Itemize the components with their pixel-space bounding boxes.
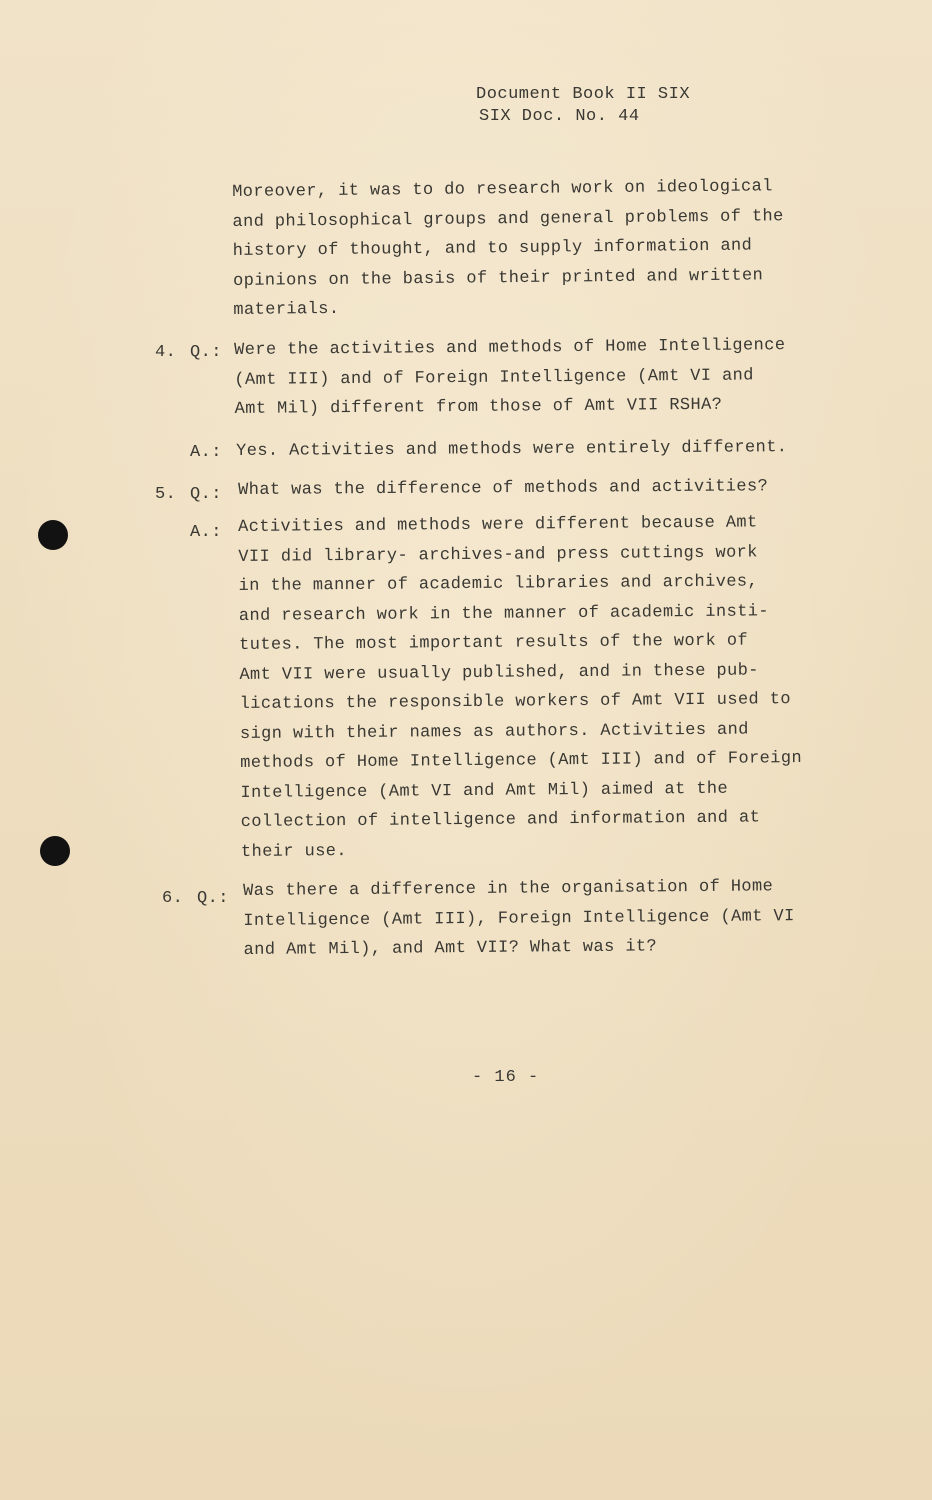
question-label: Q.: <box>197 889 229 908</box>
text-line: opinions on the basis of their printed and written <box>232 265 764 291</box>
intro-paragraph <box>232 172 785 325</box>
question-label: Q.: <box>190 343 222 362</box>
text-line: Were the activities and methods of Home Intelligence <box>234 336 786 360</box>
text-line: Was there a difference in the organisation of Home <box>243 877 774 901</box>
text-line: (Amt III) and of Foreign Intelligence (Amt VI and <box>234 365 754 390</box>
question-6-text <box>243 872 795 965</box>
answer-label: A.: <box>190 523 222 542</box>
question-number: 6. <box>162 889 184 908</box>
text-line: Moreover, it was to do research work on ideological <box>232 177 773 202</box>
text-line: tutes. The most important results of the work of <box>239 631 749 655</box>
text-line: and research work in the manner of academic insti- <box>238 601 770 626</box>
question-4-text <box>234 331 786 424</box>
document-header <box>476 84 690 128</box>
text-line: What was the difference of methods and activities? <box>238 477 769 500</box>
text-line: in the manner of academic libraries and archives, <box>238 572 759 596</box>
page-number: - 16 - <box>472 1068 540 1087</box>
text-line: history of thought, and to supply information and <box>232 236 753 261</box>
text-line: and philosophical groups and general problems of the <box>232 206 784 232</box>
header-book-line: Document Book II SIX <box>476 85 691 104</box>
question-5-text <box>238 472 768 505</box>
text-line: Intelligence (Amt III), Foreign Intelligence (Amt VI <box>243 906 795 931</box>
header-doc-number: SIX Doc. No. 44 <box>479 107 640 126</box>
answer-label: A.: <box>190 443 222 462</box>
question-label: Q.: <box>190 485 222 504</box>
text-line: Amt VII were usually published, and in these pub- <box>239 660 759 685</box>
punch-hole-icon <box>38 520 68 550</box>
text-line: materials. <box>233 299 340 320</box>
text-line: Amt Mil) different from those of Amt VII RSHA? <box>234 395 723 419</box>
answer-5-text <box>238 508 803 867</box>
text-line: Activities and methods were different because Amt <box>238 513 758 537</box>
text-line: collection of intelligence and information and at <box>240 808 761 832</box>
text-line: Intelligence (Amt VI and Amt Mil) aimed at the <box>240 779 729 803</box>
text-line: sign with their names as authors. Activities and <box>239 720 749 744</box>
question-number: 4. <box>155 343 177 362</box>
text-line: their use. <box>240 841 348 862</box>
text-line: and Amt Mil), and Amt VII? What was it? <box>243 937 658 960</box>
answer-4-text <box>236 433 787 466</box>
text-line: lications the responsible workers of Amt VII used to <box>239 690 792 714</box>
text-line: VII did library- archives-and press cuttings work <box>238 542 758 567</box>
question-number: 5. <box>155 485 177 504</box>
punch-hole-icon <box>40 836 70 866</box>
text-line: Yes. Activities and methods were entirely different. <box>236 438 788 461</box>
text-line: methods of Home Intelligence (Amt III) and of Foreign <box>240 749 803 773</box>
